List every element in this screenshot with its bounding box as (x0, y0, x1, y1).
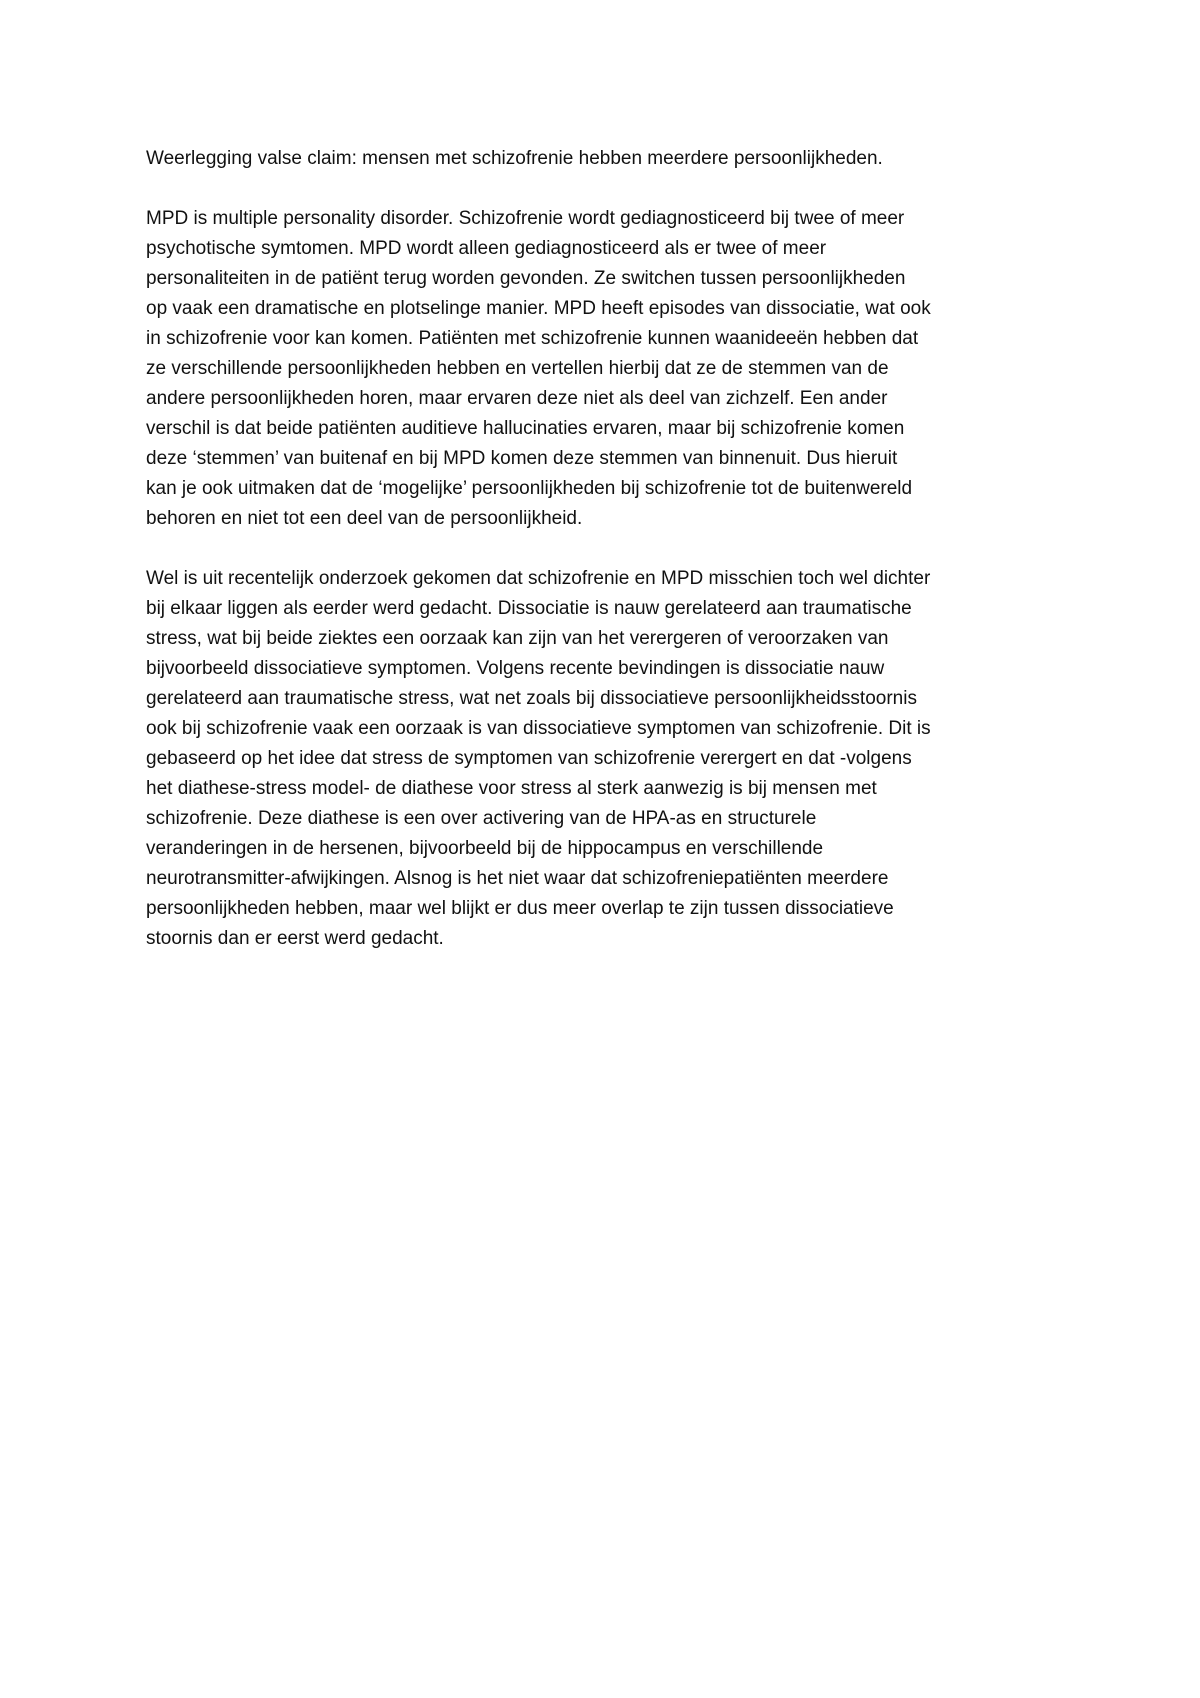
paragraph-line: bijvoorbeeld dissociatieve symptomen. Volgens recente bevindingen is dissociatie nauw (146, 658, 885, 679)
paragraph-2 (146, 564, 1086, 954)
paragraph-line: Wel is uit recentelijk onderzoek gekomen dat schizofrenie en MPD misschien toch wel dichter (146, 568, 931, 589)
paragraph-line: gebaseerd op het idee dat stress de symptomen van schizofrenie verergert en dat -volgens (146, 748, 912, 769)
paragraph-line: op vaak een dramatische en plotselinge manier. MPD heeft episodes van dissociatie, wat ook (146, 298, 931, 319)
paragraph-list (146, 204, 1086, 954)
paragraph-line: stress, wat bij beide ziektes een oorzaak kan zijn van het verergeren of veroorzaken van (146, 628, 889, 649)
paragraph-line: het diathese-stress model- de diathese voor stress al sterk aanwezig is bij mensen met (146, 778, 877, 799)
paragraph-1 (146, 204, 1086, 534)
paragraph-line: ook bij schizofrenie vaak een oorzaak is van dissociatieve symptomen van schizofrenie. Dit is (146, 718, 931, 739)
paragraph-line: stoornis dan er eerst werd gedacht. (146, 928, 444, 949)
paragraph-line: in schizofrenie voor kan komen. Patiënten met schizofrenie kunnen waanideeën hebben dat (146, 328, 919, 349)
paragraph-line: bij elkaar liggen als eerder werd gedacht. Dissociatie is nauw gerelateerd aan traumatische (146, 598, 912, 619)
paragraph-line: deze ‘stemmen’ van buitenaf en bij MPD komen deze stemmen van binnenuit. Dus hieruit (146, 448, 898, 469)
paragraph-line: schizofrenie. Deze diathese is een over activering van de HPA-as en structurele (146, 808, 817, 829)
paragraph-line: ze verschillende persoonlijkheden hebben en vertellen hierbij dat ze de stemmen van de (146, 358, 889, 379)
paragraph-line: kan je ook uitmaken dat de ‘mogelijke’ persoonlijkheden bij schizofrenie tot de buitenwereld (146, 478, 913, 499)
paragraph-line: MPD is multiple personality disorder. Schizofrenie wordt gediagnosticeerd bij twee of meer (146, 208, 905, 229)
paragraph-line: veranderingen in de hersenen, bijvoorbeeld bij de hippocampus en verschillende (146, 838, 824, 859)
claim-heading (146, 144, 1086, 174)
claim-heading-text: Weerlegging valse claim: mensen met schizofrenie hebben meerdere persoonlijkheden. (146, 148, 883, 169)
paragraph-line: neurotransmitter-afwijkingen. Alsnog is het niet waar dat schizofreniepatiënten meerdere (146, 868, 889, 889)
paragraph-line: gerelateerd aan traumatische stress, wat net zoals bij dissociatieve persoonlijkheidsstoornis (146, 688, 917, 709)
paragraph-line: verschil is dat beide patiënten auditieve hallucinaties ervaren, maar bij schizofrenie komen (146, 418, 905, 439)
paragraph-line: persoonlijkheden hebben, maar wel blijkt er dus meer overlap te zijn tussen dissociatieve (146, 898, 894, 919)
document-body (146, 144, 1086, 984)
paragraph-line: andere persoonlijkheden horen, maar ervaren deze niet als deel van zichzelf. Een ander (146, 388, 888, 409)
paragraph-line: psychotische symtomen. MPD wordt alleen gediagnosticeerd als er twee of meer (146, 238, 827, 259)
paragraph-line: behoren en niet tot een deel van de persoonlijkheid. (146, 508, 583, 529)
paragraph-line: personaliteiten in de patiënt terug worden gevonden. Ze switchen tussen persoonlijkheden (146, 268, 906, 289)
